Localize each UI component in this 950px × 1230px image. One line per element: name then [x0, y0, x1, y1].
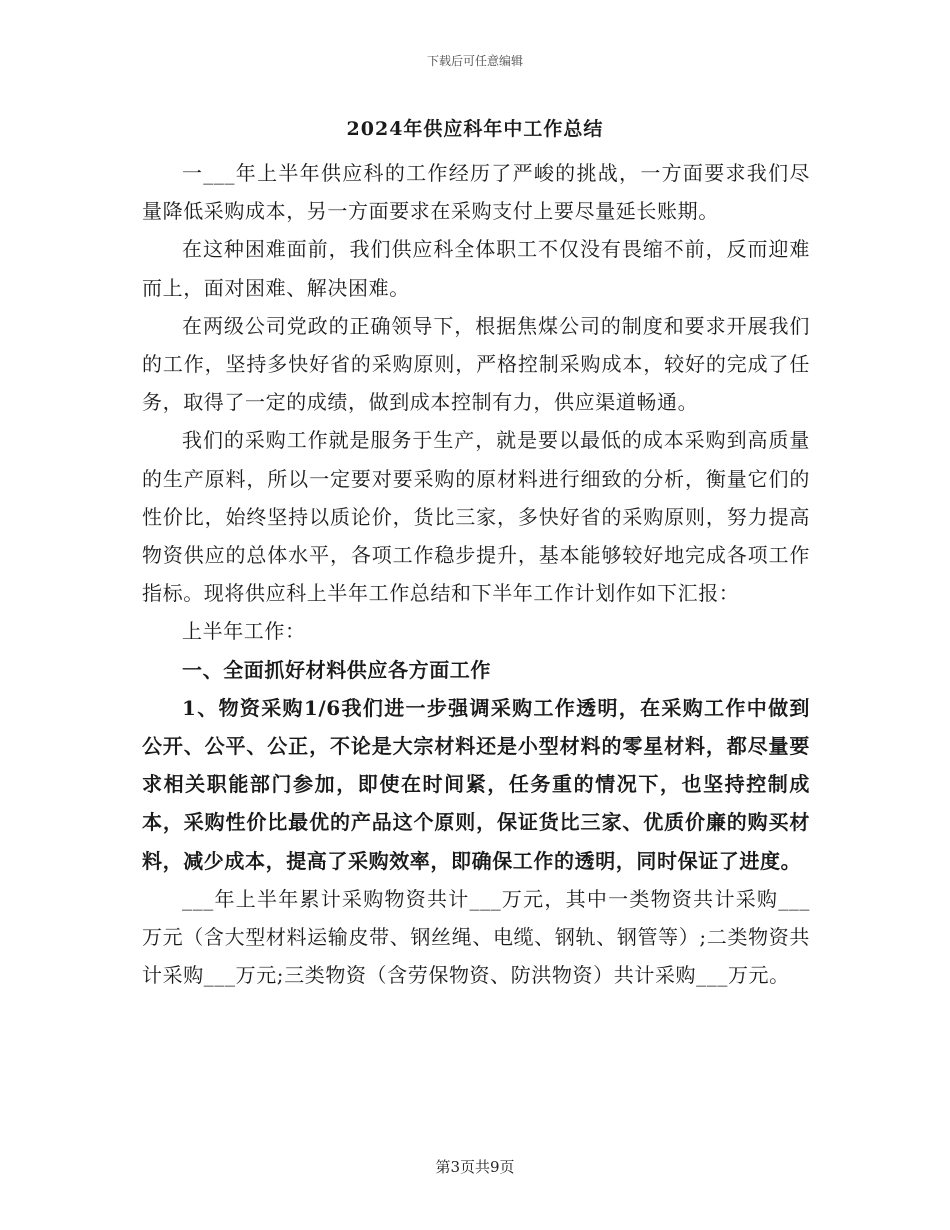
- paragraph-1: 一___年上半年供应科的工作经历了严峻的挑战，一方面要求我们尽量降低采购成本，另一方面要求在采购支付上要尽量延长账期。: [142, 161, 810, 224]
- document-title: 2024年供应科年中工作总结: [346, 118, 604, 140]
- section-heading: 一、全面抓好材料供应各方面工作: [182, 657, 491, 682]
- paragraph-bold-item: 1、物资采购1/6我们进一步强调采购工作透明，在采购工作中做到公开、公平、公正，不论是大宗材料还是小型材料的零星材料，都尽量要求相关职能部门参加，即使在时间紧，任务重的情况下，也坚持控制成本，采购性价比最优的产品这个原则，保证货比三家、优质价廉的购买材料，减少成本，提高了采购效率，即确保工作的透明，同时保证了进度。: [142, 695, 810, 873]
- paragraph-8: ___年上半年累计采购物资共计___万元，其中一类物资共计采购___万元（含大型材料运输皮带、钢丝绳、电缆、钢轨、钢管等）;二类物资共计采购___万元;三类物资（含劳保物资、防洪物资）共计采购___万元。: [142, 886, 810, 988]
- paragraph-3: 在两级公司党政的正确领导下，根据焦煤公司的制度和要求开展我们的工作，坚持多快好省的采购原则，严格控制采购成本，较好的完成了任务，取得了一定的成绩，做到成本控制有力，供应渠道畅通。: [142, 313, 810, 415]
- paragraph-2: 在这种困难面前，我们供应科全体职工不仅没有畏缩不前，反而迎难而上，面对困难、解决困难。: [142, 237, 810, 300]
- page-footer: 第3页共9页: [435, 1158, 515, 1176]
- document-body: [142, 154, 810, 994]
- paragraph-5: 上半年工作：: [182, 619, 306, 644]
- paragraph-4: 我们的采购工作就是服务于生产，就是要以最低的成本采购到高质量的生产原料，所以一定要对要采购的原材料进行细致的分析，衡量它们的性价比，始终坚持以质论价，货比三家，多快好省的采购原则，努力提高物资供应的总体水平，各项工作稳步提升，基本能够较好地完成各项工作指标。现将供应科上半年工作总结和下半年工作计划作如下汇报：: [142, 428, 810, 606]
- header-note: 下载后可任意编辑: [426, 54, 523, 68]
